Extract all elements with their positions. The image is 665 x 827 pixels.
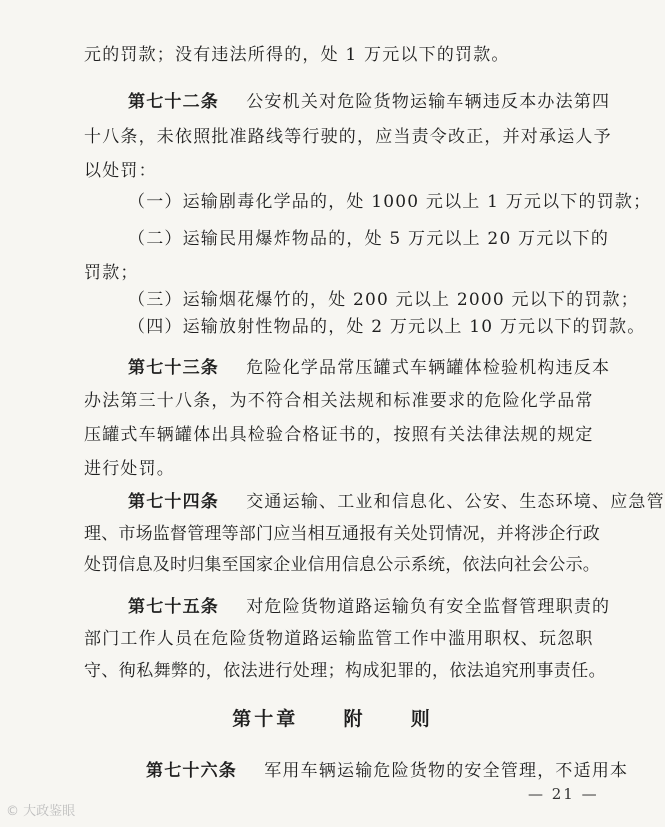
line-text: 办法第三十八条，为不符合相关法规和标准要求的危险化学品常 [84, 391, 594, 411]
line-text: 公安机关对危险货物运输车辆违反本办法第四 [246, 92, 611, 112]
line-text: 理、市场监督管理等部门应当相互通报有关处罚情况，并将涉企行政 [84, 524, 600, 544]
text-line [84, 660, 665, 682]
article-73-line [128, 357, 665, 379]
text-line [84, 424, 665, 446]
text-line [84, 44, 665, 66]
line-text: 元的罚款；没有违法所得的，处 1 万元以下的罚款。 [84, 45, 510, 65]
chapter-number: 第十章 [232, 708, 299, 730]
line-text: （二）运输民用爆炸物品的，处 5 万元以上 20 万元以下的 [128, 229, 610, 249]
text-line [84, 523, 665, 545]
chapter-title-part: 附 [343, 708, 366, 730]
text-line [84, 262, 665, 284]
line-text: （一）运输剧毒化学品的，处 1000 元以上 1 万元以下的罚款； [128, 192, 652, 212]
text-line [84, 458, 665, 480]
line-text: 处罚信息及时归集至国家企业信用信息公示系统，依法向社会公示。 [84, 555, 600, 575]
page-number: — 21 — [528, 785, 599, 803]
chapter-title-part: 则 [410, 708, 433, 730]
text-line [84, 390, 665, 412]
line-text: （四）运输放射性物品的，处 2 万元以上 10 万元以下的罚款。 [128, 317, 646, 337]
line-text: （三）运输烟花爆竹的，处 200 元以上 2000 元以下的罚款； [128, 290, 639, 310]
list-item [128, 316, 665, 338]
watermark-logo-icon: © [6, 804, 19, 819]
article-75-line [128, 596, 665, 618]
article-heading: 第七十六条 [146, 761, 237, 781]
text-line [84, 126, 665, 148]
list-item [128, 289, 665, 311]
line-text: 罚款； [84, 263, 139, 283]
article-heading: 第七十三条 [128, 358, 219, 378]
watermark [6, 800, 75, 819]
article-72-line [128, 91, 665, 113]
article-76-line [146, 760, 665, 782]
article-74-line [128, 491, 665, 513]
text-line [84, 160, 665, 182]
list-item [128, 228, 665, 250]
text-line [84, 554, 665, 576]
article-heading: 第七十二条 [128, 92, 219, 112]
line-text: 部门工作人员在危险货物道路运输监管工作中滥用职权、玩忽职 [84, 629, 594, 649]
line-text: 交通运输、工业和信息化、公安、生态环境、应急管 [246, 492, 665, 512]
article-heading: 第七十五条 [128, 597, 219, 617]
list-item [128, 191, 665, 213]
line-text: 十八条，未依照批准路线等行驶的，应当责令改正，并对承运人予 [84, 127, 612, 147]
line-text: 军用车辆运输危险货物的安全管理，不适用本 [264, 761, 629, 781]
line-text: 对危险货物道路运输负有安全监督管理职责的 [246, 597, 611, 617]
line-text: 守、徇私舞弊的，依法进行处理；构成犯罪的，依法追究刑事责任。 [84, 661, 606, 681]
line-text: 危险化学品常压罐式车辆罐体检验机构违反本 [246, 358, 611, 378]
line-text: 进行处罚。 [84, 459, 175, 479]
text-line [84, 628, 665, 650]
article-heading: 第七十四条 [128, 492, 219, 512]
watermark-text: 大政鉴眼 [23, 804, 76, 819]
line-text: 以处罚： [84, 161, 157, 181]
line-text: 压罐式车辆罐体出具检验合格证书的，按照有关法律法规的规定 [84, 425, 594, 445]
chapter-heading [0, 704, 665, 731]
